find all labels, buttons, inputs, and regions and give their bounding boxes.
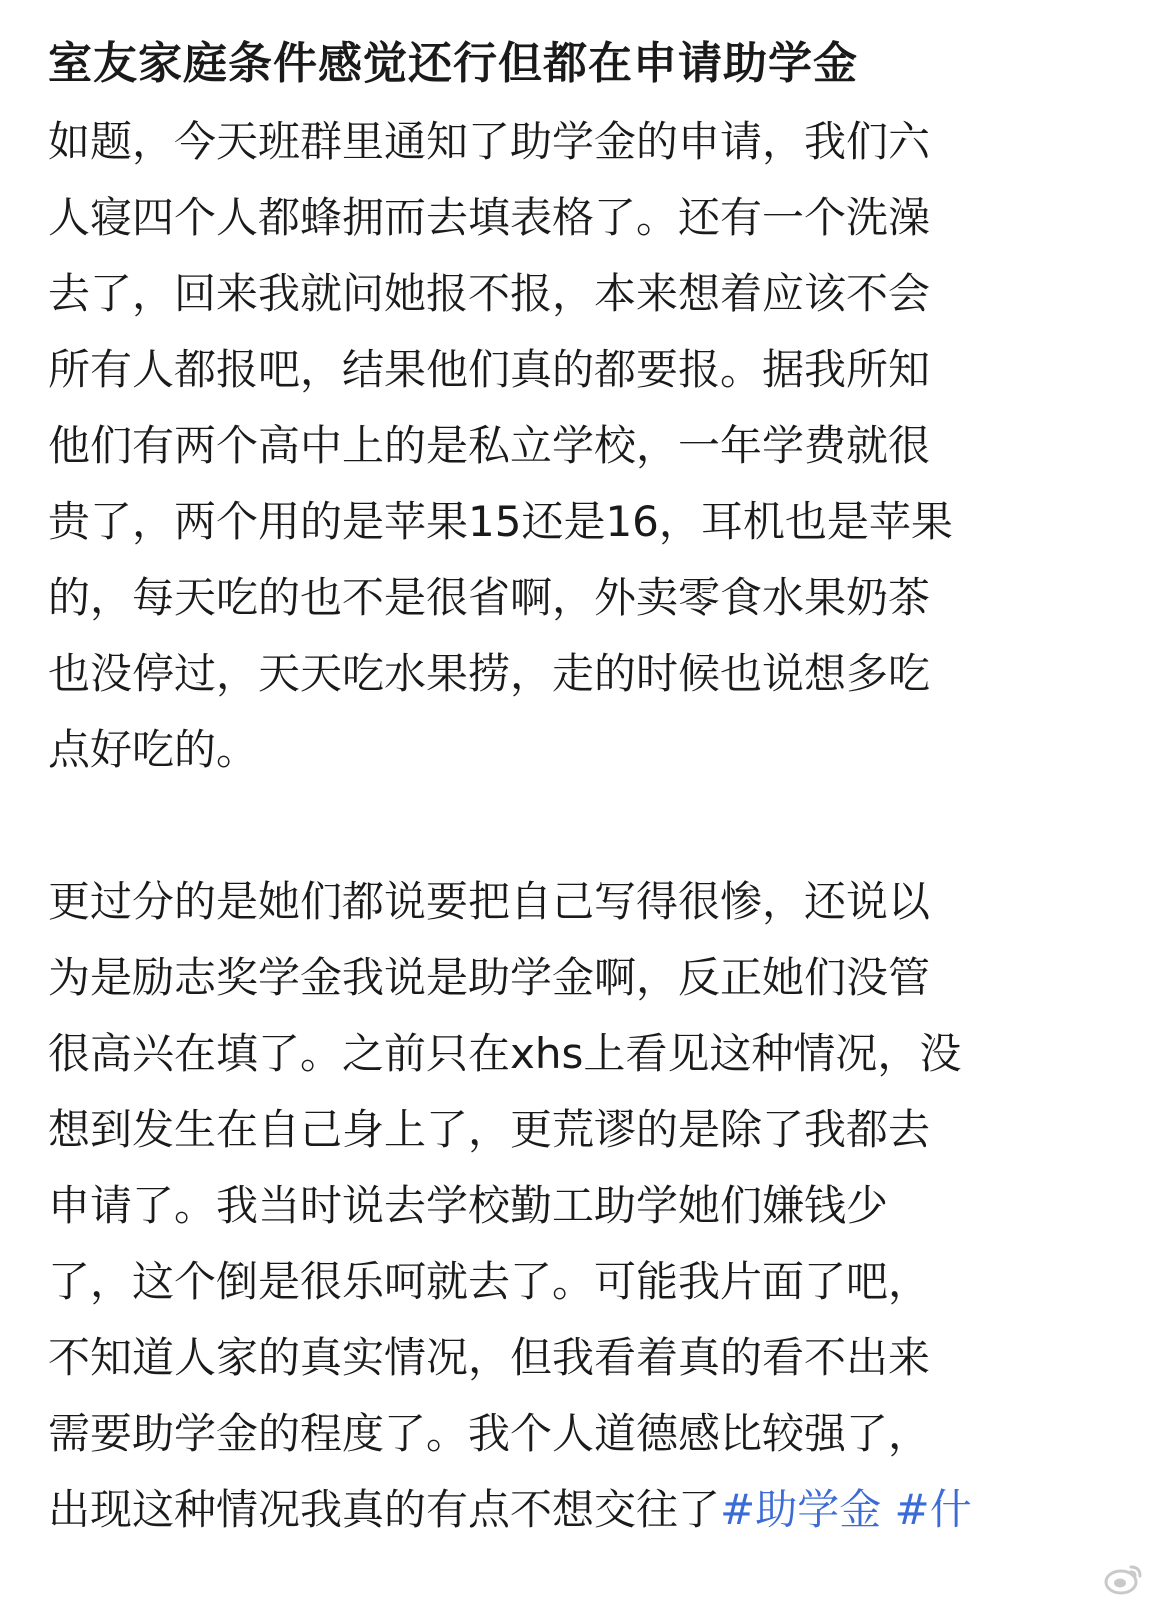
weibo-logo-icon xyxy=(1104,1561,1144,1595)
text-line: 更过分的是她们都说要把自己写得很惨，还说以 xyxy=(48,877,931,926)
text-line: 人寝四个人都蜂拥而去填表格了。还有一个洗澡 xyxy=(48,193,931,242)
last-line-text: 出现这种情况我真的有点不想交往了 xyxy=(48,1485,721,1534)
text-line: 如题，今天班群里通知了助学金的申请，我们六 xyxy=(48,117,931,166)
weibo-watermark xyxy=(1104,1558,1144,1598)
paragraph-spacer xyxy=(48,788,1138,864)
text-line: 了，这个倒是很乐呵就去了。可能我片面了吧， xyxy=(48,1257,931,1306)
text-line: 的，每天吃的也不是很省啊，外卖零食水果奶茶 xyxy=(48,573,931,622)
text-line: 点好吃的。 xyxy=(48,725,259,774)
text-line: 申请了。我当时说去学校勤工助学她们嫌钱少 xyxy=(48,1181,889,1230)
text-line: 很高兴在填了。之前只在xhs上看见这种情况，没 xyxy=(48,1029,962,1078)
post-title: 室友家庭条件感觉还行但都在申请助学金 xyxy=(48,38,858,89)
text-line: 他们有两个高中上的是私立学校，一年学费就很 xyxy=(48,421,931,470)
post-paragraph-1 xyxy=(48,104,1138,788)
text-line: 也没停过，天天吃水果捞，走的时候也说想多吃 xyxy=(48,649,931,698)
text-line-last xyxy=(48,1472,1138,1548)
hashtag-link[interactable]: #助学金 #什 xyxy=(720,1485,972,1534)
text-line: 去了，回来我就问她报不报，本来想着应该不会 xyxy=(48,269,931,318)
text-line: 想到发生在自己身上了，更荒谬的是除了我都去 xyxy=(48,1105,931,1154)
text-line: 为是励志奖学金我说是助学金啊，反正她们没管 xyxy=(48,953,931,1002)
text-line: 需要助学金的程度了。我个人道德感比较强了， xyxy=(48,1409,931,1458)
post-paragraph-2 xyxy=(48,864,1138,1548)
text-line: 所有人都报吧，结果他们真的都要报。据我所知 xyxy=(48,345,931,394)
post-content xyxy=(48,28,1138,1548)
text-line: 贵了，两个用的是苹果15还是16，耳机也是苹果 xyxy=(48,497,953,546)
text-line: 不知道人家的真实情况，但我看着真的看不出来 xyxy=(48,1333,931,1382)
